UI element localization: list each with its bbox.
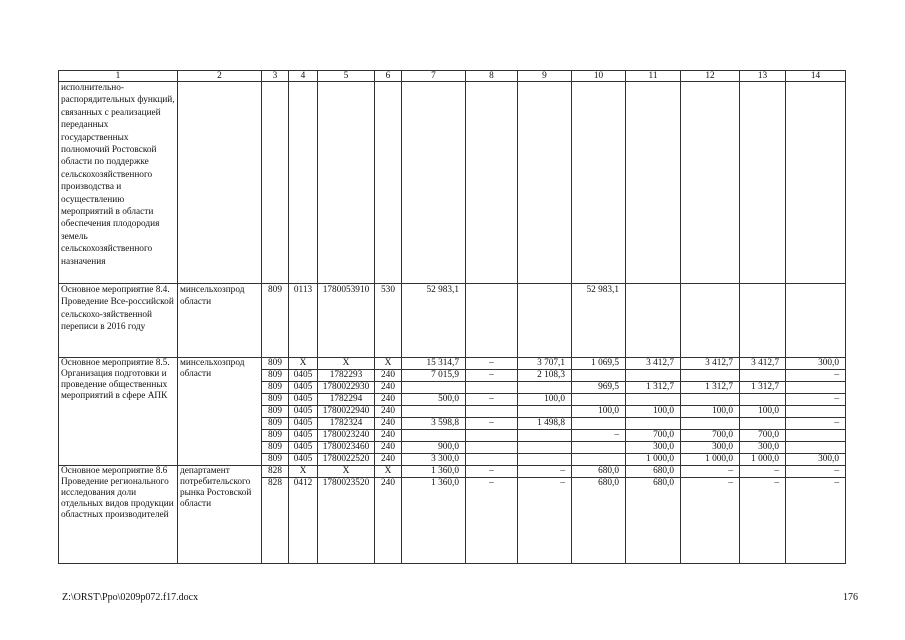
value-cell xyxy=(572,370,626,382)
value-cell: 100,0 xyxy=(740,406,786,418)
value-cell: 0405 xyxy=(289,406,318,418)
value-cell xyxy=(402,406,466,418)
value-cell: 1782293 xyxy=(318,370,375,382)
empty-cell xyxy=(289,82,318,284)
value-cell: 240 xyxy=(375,442,402,454)
value-cell xyxy=(626,418,681,430)
value-cell: 0113 xyxy=(289,284,318,358)
responsible-cell: минсельхозпрод области xyxy=(178,284,262,358)
value-cell xyxy=(681,418,740,430)
value-cell xyxy=(466,430,518,442)
value-cell: 1780023240 xyxy=(318,430,375,442)
value-cell: 809 xyxy=(262,358,289,370)
value-cell xyxy=(466,382,518,394)
value-cell: – xyxy=(466,370,518,382)
header-cell: 7 xyxy=(402,71,466,82)
value-cell: 809 xyxy=(262,442,289,454)
value-cell: 15 314,7 xyxy=(402,358,466,370)
value-cell: 1782324 xyxy=(318,418,375,430)
header-cell: 1 xyxy=(59,71,178,82)
value-cell: 1780022930 xyxy=(318,382,375,394)
value-cell xyxy=(518,442,572,454)
value-cell: 300,0 xyxy=(681,442,740,454)
program-name-cell: исполнительно-распорядительных функций, связанных с реализацией переданных государственных полномочий Ростовской области по поддержке сельскохозяйственного производства и осуществлению мероприятий в области обеспечения плодородия земель сельскохозяйственного назначения xyxy=(59,82,178,284)
value-cell: 809 xyxy=(262,430,289,442)
value-cell xyxy=(572,418,626,430)
value-cell: 530 xyxy=(375,284,402,358)
value-cell xyxy=(402,382,466,394)
value-cell: 3 707,1 xyxy=(518,358,572,370)
value-cell: 100,0 xyxy=(681,406,740,418)
value-cell: 1780022520 xyxy=(318,454,375,466)
value-cell: 3 412,7 xyxy=(626,358,681,370)
value-cell: 809 xyxy=(262,394,289,406)
header-cell: 5 xyxy=(318,71,375,82)
value-cell xyxy=(572,454,626,466)
value-cell: 1 312,7 xyxy=(681,382,740,394)
header-cell: 8 xyxy=(466,71,518,82)
continuation-row xyxy=(59,82,846,284)
value-cell xyxy=(786,406,846,418)
value-cell: 1 000,0 xyxy=(740,454,786,466)
value-cell xyxy=(466,406,518,418)
measure-name-cell: Основное мероприятие 8.5. Организация подготовки и проведение общественных мероприятий в сфере АПК xyxy=(59,358,178,466)
value-cell: 0405 xyxy=(289,454,318,466)
measure-name-cell: Основное мероприятие 8.6 Проведение регионального исследования доли отдельных видов продукции областных производителей xyxy=(59,466,178,564)
value-cell: – xyxy=(466,418,518,430)
value-cell xyxy=(572,442,626,454)
responsible-cell: департамент потребительского рынка Ростовской области xyxy=(178,466,262,564)
value-cell: 100,0 xyxy=(626,406,681,418)
value-cell: Х xyxy=(375,466,402,478)
value-cell: – xyxy=(786,394,846,406)
value-cell: 0405 xyxy=(289,382,318,394)
value-cell xyxy=(740,370,786,382)
value-cell xyxy=(466,284,518,358)
header-cell: 10 xyxy=(572,71,626,82)
value-cell xyxy=(786,430,846,442)
value-cell xyxy=(626,284,681,358)
value-cell: 1782294 xyxy=(318,394,375,406)
value-cell: Х xyxy=(318,358,375,370)
header-cell: 4 xyxy=(289,71,318,82)
header-cell: 11 xyxy=(626,71,681,82)
header-cell: 12 xyxy=(681,71,740,82)
empty-cell xyxy=(740,82,786,284)
value-cell: – xyxy=(466,358,518,370)
value-cell: – xyxy=(681,466,740,478)
value-cell: 809 xyxy=(262,370,289,382)
header-cell: 9 xyxy=(518,71,572,82)
value-cell: 3 412,7 xyxy=(740,358,786,370)
value-cell: 240 xyxy=(375,382,402,394)
value-cell: – xyxy=(518,478,572,564)
value-cell: 900,0 xyxy=(402,442,466,454)
table-row xyxy=(59,358,846,370)
value-cell: 700,0 xyxy=(626,430,681,442)
value-cell: 300,0 xyxy=(786,454,846,466)
value-cell: – xyxy=(518,466,572,478)
value-cell: 240 xyxy=(375,418,402,430)
table-row xyxy=(59,284,846,358)
value-cell: 240 xyxy=(375,394,402,406)
value-cell: 680,0 xyxy=(572,478,626,564)
value-cell xyxy=(786,382,846,394)
value-cell: 300,0 xyxy=(740,442,786,454)
value-cell: 969,5 xyxy=(572,382,626,394)
value-cell xyxy=(740,418,786,430)
value-cell: 809 xyxy=(262,454,289,466)
value-cell: – xyxy=(786,466,846,478)
value-cell: 828 xyxy=(262,478,289,564)
empty-cell xyxy=(178,82,262,284)
value-cell: 0405 xyxy=(289,418,318,430)
value-cell: 809 xyxy=(262,418,289,430)
empty-cell xyxy=(402,82,466,284)
value-cell xyxy=(740,284,786,358)
value-cell: 0412 xyxy=(289,478,318,564)
header-cell: 2 xyxy=(178,71,262,82)
empty-cell xyxy=(626,82,681,284)
value-cell: 3 598,8 xyxy=(402,418,466,430)
table-row xyxy=(59,466,846,478)
value-cell: 1780023520 xyxy=(318,478,375,564)
value-cell: 52 983,1 xyxy=(572,284,626,358)
value-cell xyxy=(626,394,681,406)
empty-cell xyxy=(681,82,740,284)
value-cell: – xyxy=(466,478,518,564)
value-cell xyxy=(402,430,466,442)
value-cell: 500,0 xyxy=(402,394,466,406)
value-cell: 1 360,0 xyxy=(402,466,466,478)
value-cell: – xyxy=(786,478,846,564)
value-cell: – xyxy=(681,478,740,564)
value-cell: 809 xyxy=(262,284,289,358)
value-cell: 1 069,5 xyxy=(572,358,626,370)
value-cell: 680,0 xyxy=(572,466,626,478)
responsible-cell: минсельхозпрод области xyxy=(178,358,262,466)
value-cell: – xyxy=(572,430,626,442)
value-cell xyxy=(626,370,681,382)
value-cell: – xyxy=(740,466,786,478)
value-cell: 7 015,9 xyxy=(402,370,466,382)
empty-cell xyxy=(262,82,289,284)
empty-cell xyxy=(786,82,846,284)
value-cell: 1 312,7 xyxy=(740,382,786,394)
value-cell: 240 xyxy=(375,406,402,418)
header-cell: 6 xyxy=(375,71,402,82)
value-cell xyxy=(681,284,740,358)
value-cell xyxy=(572,394,626,406)
value-cell: 700,0 xyxy=(681,430,740,442)
value-cell: 240 xyxy=(375,478,402,564)
value-cell xyxy=(786,284,846,358)
value-cell: 828 xyxy=(262,466,289,478)
header-cell: 3 xyxy=(262,71,289,82)
value-cell: 3 412,7 xyxy=(681,358,740,370)
value-cell: 1 498,8 xyxy=(518,418,572,430)
value-cell xyxy=(518,430,572,442)
value-cell: 0405 xyxy=(289,394,318,406)
value-cell: – xyxy=(466,394,518,406)
value-cell xyxy=(740,394,786,406)
header-row xyxy=(59,71,846,82)
value-cell xyxy=(518,382,572,394)
value-cell: 3 300,0 xyxy=(402,454,466,466)
value-cell: 1 000,0 xyxy=(681,454,740,466)
value-cell: Х xyxy=(375,358,402,370)
value-cell: – xyxy=(740,478,786,564)
value-cell xyxy=(518,454,572,466)
value-cell: – xyxy=(786,418,846,430)
value-cell: 1 000,0 xyxy=(626,454,681,466)
value-cell: 100,0 xyxy=(518,394,572,406)
value-cell: 300,0 xyxy=(626,442,681,454)
value-cell: 1780053910 xyxy=(318,284,375,358)
value-cell: Х xyxy=(289,466,318,478)
value-cell: 2 108,3 xyxy=(518,370,572,382)
measure-name-cell: Основное мероприятие 8.4. Проведение Все-российской сельскохо-зяйственной переписи в 2016 году xyxy=(59,284,178,358)
footer-file-path: Z:\ORST\Ppo\0209p072.f17.docx xyxy=(62,592,199,603)
value-cell: 1780022940 xyxy=(318,406,375,418)
value-cell: 52 983,1 xyxy=(402,284,466,358)
value-cell: Х xyxy=(289,358,318,370)
value-cell: 240 xyxy=(375,370,402,382)
value-cell: 1 360,0 xyxy=(402,478,466,564)
value-cell: – xyxy=(786,370,846,382)
value-cell: 240 xyxy=(375,454,402,466)
value-cell: 680,0 xyxy=(626,478,681,564)
value-cell xyxy=(681,394,740,406)
empty-cell xyxy=(572,82,626,284)
value-cell: 240 xyxy=(375,430,402,442)
header-cell: 14 xyxy=(786,71,846,82)
value-cell: 700,0 xyxy=(740,430,786,442)
empty-cell xyxy=(318,82,375,284)
empty-cell xyxy=(466,82,518,284)
value-cell: 0405 xyxy=(289,370,318,382)
value-cell: 809 xyxy=(262,406,289,418)
value-cell xyxy=(786,442,846,454)
value-cell: 0405 xyxy=(289,442,318,454)
value-cell: 300,0 xyxy=(786,358,846,370)
footer-page-number: 176 xyxy=(843,592,858,603)
value-cell xyxy=(681,370,740,382)
value-cell xyxy=(518,406,572,418)
value-cell: 0405 xyxy=(289,430,318,442)
value-cell xyxy=(466,454,518,466)
value-cell: 1 312,7 xyxy=(626,382,681,394)
header-cell: 13 xyxy=(740,71,786,82)
empty-cell xyxy=(375,82,402,284)
empty-cell xyxy=(518,82,572,284)
budget-table xyxy=(58,70,846,564)
value-cell xyxy=(466,442,518,454)
value-cell: 680,0 xyxy=(626,466,681,478)
value-cell: 100,0 xyxy=(572,406,626,418)
value-cell: 809 xyxy=(262,382,289,394)
value-cell xyxy=(518,284,572,358)
value-cell: 1780023460 xyxy=(318,442,375,454)
value-cell: Х xyxy=(318,466,375,478)
value-cell: – xyxy=(466,466,518,478)
